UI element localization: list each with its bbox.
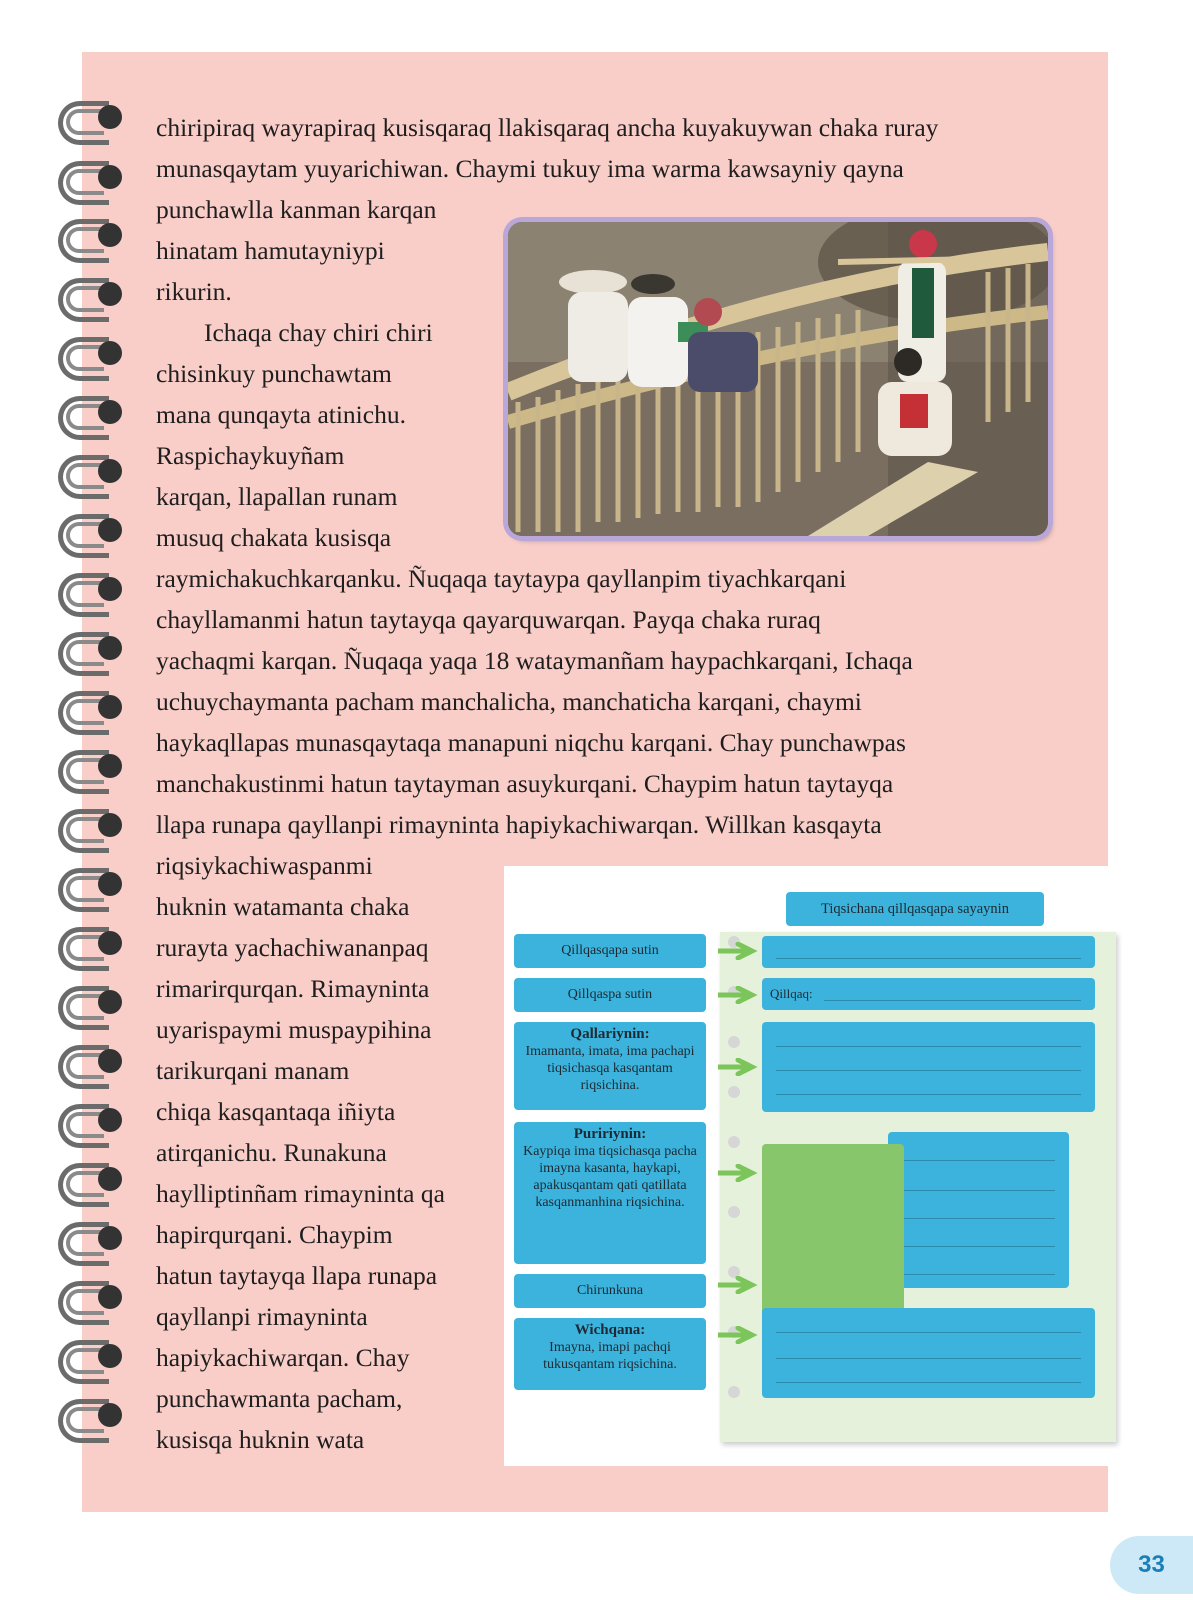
binder-hole-icon [728, 1086, 740, 1098]
binder-hole-icon [728, 1036, 740, 1048]
text-line: haykaqllapas munasqaytaqa manapuni niqchu karqani. Chay punchawpas [156, 728, 906, 757]
text-line: yachaqmi karqan. Ñuqaqa yaqa 18 wataymanñam haypachkarqani, Ichaqa [156, 646, 913, 675]
arrow-right-icon [718, 942, 758, 960]
text-line: chiqa kasqantaqa iñiyta [156, 1097, 396, 1126]
spiral-coil-icon [52, 1334, 132, 1384]
arrow-right-icon [718, 1276, 758, 1294]
author-label: Qillqaq: [770, 986, 813, 1001]
introduction-text: Imamanta, imata, ima pachapi tiqsichasqa kasqantam riqsichina. [525, 1044, 695, 1093]
text-line: tarikurqani manam [156, 1056, 350, 1085]
text-line: manchakustinmi hatun taytayman asuykurqani. Chaypim hatun taytayqa [156, 769, 894, 798]
text-line: llapa runapa qayllanpi rimayninta hapiykachiwarqan. Willkan kasqayta [156, 810, 882, 839]
spiral-coil-icon [52, 685, 132, 735]
binder-hole-icon [728, 1386, 740, 1398]
text-line: raymichakuchkarqanku. Ñuqaqa taytaypa qayllanpim tiyachkarqani [156, 564, 847, 593]
spiral-coil-icon [52, 862, 132, 912]
text-line: rikurin. [156, 277, 232, 306]
ending-answer-box [762, 1308, 1095, 1398]
text-line: hinatam hamutayniypi [156, 236, 385, 265]
spiral-coil-icon [52, 213, 132, 263]
spiral-coil-icon [52, 1039, 132, 1089]
arrow-right-icon [718, 1326, 758, 1344]
spiral-coil-icon [52, 95, 132, 145]
text-line: haylliptinñam rimayninta qa [156, 1179, 445, 1208]
arrow-right-icon [718, 1058, 758, 1076]
spiral-coil-icon [52, 1216, 132, 1266]
text-line: mana qunqayta atinichu. [156, 400, 406, 429]
text-line: musuq chakata kusisqa [156, 523, 392, 552]
spiral-coil-icon [52, 508, 132, 558]
spiral-coil-icon [52, 272, 132, 322]
spiral-coil-icon [52, 626, 132, 676]
spiral-coil-icon [52, 155, 132, 205]
spiral-coil-icon [52, 1098, 132, 1148]
development-title: Puririynin: [573, 1126, 647, 1142]
spiral-coil-icon [52, 567, 132, 617]
text-line: rimarirqurqan. Rimayninta [156, 974, 430, 1003]
text-line: hapiykachiwarqan. Chay [156, 1343, 410, 1372]
author-answer-box [762, 978, 1095, 1010]
binder-hole-icon [728, 1136, 740, 1148]
spiral-coil-icon [52, 331, 132, 381]
text-line: munasqaytam yuyarichiwan. Chaymi tukuy ima warma kawsayniy qayna [156, 154, 904, 183]
text-line: chayllamanmi hatun taytayqa qayarquwarqan. Payqa chaka ruraq [156, 605, 821, 634]
title-answer-box [762, 936, 1095, 968]
text-line: riqsiykachiwaspanmi [156, 851, 373, 880]
introduction-answer-box [762, 1022, 1095, 1112]
text-line: hatun taytayqa llapa runapa [156, 1261, 438, 1290]
diagram-title: Tiqsichana qillqasqapa sayaynin [786, 892, 1044, 926]
introduction-title: Qallariynin: [570, 1026, 650, 1042]
spiral-coil-icon [52, 1275, 132, 1325]
text-line: Ichaqa chay chiri chiri [204, 318, 433, 347]
arrow-right-icon [718, 986, 758, 1004]
spiral-coil-icon [52, 390, 132, 440]
page-number: 33 [1110, 1536, 1193, 1594]
text-line: uyarispaymi muspaypihina [156, 1015, 432, 1044]
binder-hole-icon [728, 1206, 740, 1218]
text-line: punchawlla kanman karqan [156, 195, 437, 224]
development-box [514, 1122, 706, 1264]
spiral-coil-icon [52, 744, 132, 794]
development-text: Kaypiqa ima tiqsichasqa pacha imayna kasanta, haykapi, apakusqantam qati qatillata kasqanmanhina riqsichina. [523, 1144, 697, 1210]
text-line: karqan, llapallan runam [156, 482, 398, 511]
spiral-coil-icon [52, 1157, 132, 1207]
text-line: kusisqa huknin wata [156, 1425, 365, 1454]
author-box: Qillqaspa sutin [514, 978, 706, 1012]
spiral-coil-icon [52, 980, 132, 1030]
development-answer-box [888, 1132, 1069, 1288]
text-line: uchuychaymanta pacham manchalicha, manchaticha karqani, chaymi [156, 687, 862, 716]
title-box: Qillqasqapa sutin [514, 934, 706, 968]
text-line: chisinkuy punchawtam [156, 359, 392, 388]
spiral-coil-icon [52, 803, 132, 853]
spiral-coil-icon [52, 449, 132, 499]
rope-bridge-photo [508, 222, 1048, 536]
spiral-coil-icon [52, 921, 132, 971]
text-line: atirqanichu. Runakuna [156, 1138, 387, 1167]
text-line: punchawmanta pacham, [156, 1384, 403, 1413]
text-line: hapirqurqani. Chaypim [156, 1220, 393, 1249]
ending-title: Wichqana: [574, 1322, 646, 1338]
arrow-right-icon [718, 1164, 758, 1182]
rope-bridge-illustration [508, 222, 1048, 536]
ending-text: Imayna, imapi pachqi tukusqantam riqsichina. [543, 1340, 677, 1372]
text-line: Raspichaykuyñam [156, 441, 345, 470]
introduction-box [514, 1022, 706, 1110]
text-line: rurayta yachachiwananpaq [156, 933, 429, 962]
text-structure-diagram [504, 866, 1120, 1466]
characters-box: Chirunkuna [514, 1274, 706, 1308]
spiral-coil-icon [52, 1393, 132, 1443]
ending-box [514, 1318, 706, 1390]
text-line: qayllanpi rimayninta [156, 1302, 368, 1331]
text-line: huknin watamanta chaka [156, 892, 410, 921]
spiral-binding [52, 95, 132, 1495]
characters-drawing-area [762, 1144, 904, 1322]
text-line: chiripiraq wayrapiraq kusisqaraq llakisqaraq ancha kuyakuywan chaka ruray [156, 113, 939, 142]
